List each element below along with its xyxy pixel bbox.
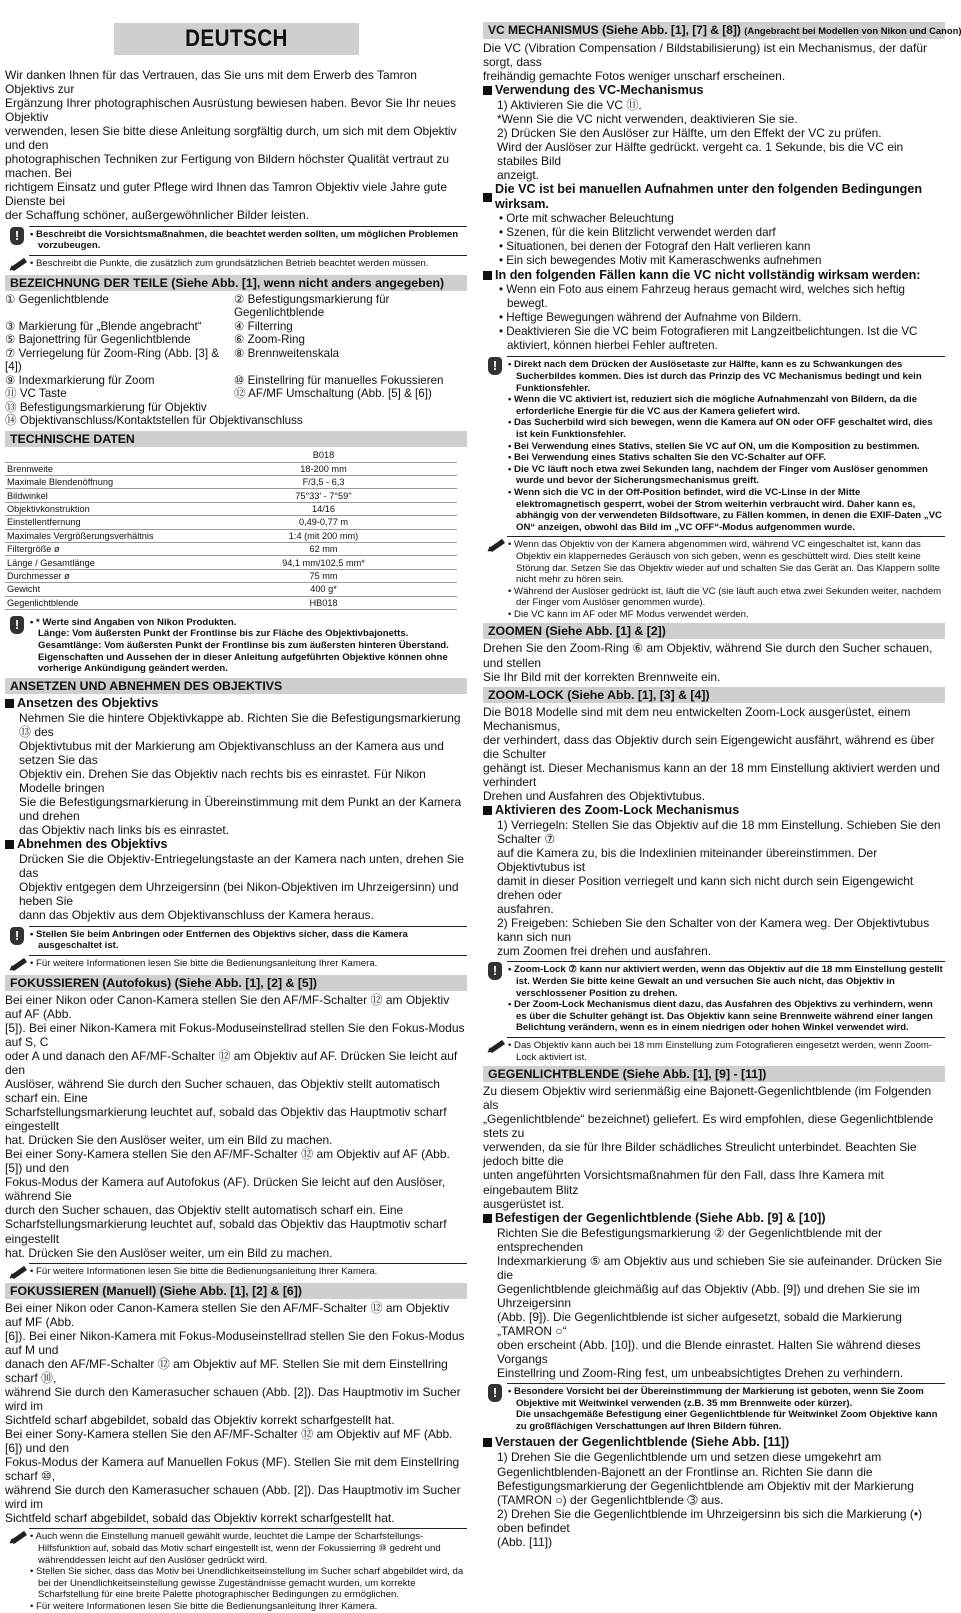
caution-icon: ! [10, 616, 24, 634]
model-name: B018 [190, 449, 457, 462]
caution-icon: ! [488, 357, 502, 375]
vc-step: 1) Aktivieren Sie die VC ⑪. *Wenn Sie die VC nicht verwenden, deaktivieren Sie sie. [497, 98, 798, 127]
spec-row [5, 529, 457, 542]
spec-label: Gegenlichtblende [5, 596, 190, 609]
spec-row [5, 542, 457, 555]
mount-heading: ANSETZEN UND ABNEHMEN DES OBJEKTIVS [5, 678, 467, 694]
hood-text1: Richten Sie die Befestigungsmarkierung ② der Gegenlichtblende mit der entsprechenden Indexmarkierung ⑤ am Objektiv aus und schieben Sie sie aufeinander. Drücken Sie die Gegenlichtblende gleichmäßig auf das Objektiv (Abb. [9]) und drehen Sie sie im Uhrzeigersinn (Abb. [9]). Die Gegenlichtblende ist sicher aufgesetzt, sobald die Markierung „TAMRON ○“ oben erscheint (Abb. [10]). und die Blende einrastet. Halten Sie während dieses Vorgangs Einstellring und Zoom-Ring fest, um unbeabsichtigtes Drehen zu verhindern. [497, 1225, 943, 1381]
legend-caution-text: • Beschreibt die Vorsichtsmaßnahmen, die beachtet werden sollten, um möglichen Problemen vorzubeugen. [30, 228, 459, 252]
part-item: ③ Markierung für „Blende angebracht“ [5, 319, 202, 333]
pen-icon [9, 1264, 25, 1280]
legend-caution [5, 226, 467, 252]
mf-heading: FOKUSSIEREN (Manuell) (Siehe Abb. [1], [2] & [6]) [5, 1283, 467, 1299]
spec-label: Bildwinkel [5, 489, 190, 502]
spec-label: Einstellentfernung [5, 516, 190, 529]
spec-label: Durchmesser ø [5, 569, 190, 582]
hood-text: Zu diesem Objektiv wird serienmäßig eine Bajonett-Gegenlichtblende (im Folgenden als „Gegenlichtblende“ bezeichnet) geliefert. Es wird empfohlen, diese Gegenlichtblende stets zu verwenden, da sie für Ihre Bilder schädliches Streulicht unterbindet. Beachten Sie jedoch bitte die unten angeführten Vorsichtsmaßnahmen für den Fall, dass Ihre Kamera mit eingebautem Blitz ausgerüstet ist. [483, 1084, 934, 1211]
spec-row [5, 462, 457, 475]
af-text: Bei einer Nikon oder Canon-Kamera stellen Sie den AF/MF-Schalter ⑫ am Objektiv auf AF (Abb. [5]). Bei einer Nikon-Kamera mit Fokus-Moduseinstellrad stellen Sie den Fokus-Modus auf S, C oder A und danach den AF/MF-Schalter ⑫ am Objektiv auf AF. Drücken Sie leicht auf den Auslöser, während Sie durch den Sucher schauen, das Objektiv stellt automatisch scharf ein. Eine Scharfstellungsmarkierung leuchtet auf, sobald das Objektiv das Hauptmotiv scharf eingestellt hat. Drücken Sie den Auslöser weiter, um ein Bild zu machen. Bei einer Sony-Kamera stellen Sie den AF/MF-Schalter ⑫ am Objektiv auf AF (Abb. [5]) und den Fokus-Modus der Kamera auf Autofokus (AF). Drücken Sie leicht auf den Auslöser, während Sie durch den Sucher schauen, das Objektiv stellt automatisch scharf ein. Eine Scharfstellungsmarkierung leuchtet auf, sobald das Objektiv das Hauptmotiv scharf eingestellt hat. Drücken Sie den Auslöser weiter, um ein Bild zu machen. [5, 992, 465, 1260]
spec-value: 1:4 (mit 200 mm) [190, 529, 457, 542]
pen-icon [487, 1038, 503, 1054]
spec-label: Gewicht [5, 583, 190, 596]
spec-value: 75 mm [190, 569, 457, 582]
caution-icon: ! [10, 927, 24, 945]
hood-sub2: Verstauen der Gegenlichtblende (Siehe Abb. [11]) [483, 1435, 945, 1450]
mount-caution: ! • Stellen Sie beim Anbringen oder Entfernen des Objektivs sicher, dass die Kamera ausgeschaltet ist. [5, 926, 467, 952]
caution-icon: ! [10, 227, 24, 245]
spec-value: 0,49-0,77 m [190, 516, 457, 529]
part-item: ⑥ Zoom-Ring [234, 333, 305, 347]
vc-text: Die VC (Vibration Compensation / Bildstabilisierung) ist ein Mechanismus, der dafür sorgt, dass freihändig gemachte Fotos weniger unscharf erscheinen. [483, 41, 927, 84]
mount-note: • Für weitere Informationen lesen Sie bitte die Bedienungsanleitung Ihrer Kamera. [5, 955, 467, 972]
spec-value: 75°33' - 7°59'' [190, 489, 457, 502]
spec-row [5, 475, 457, 488]
zoomlock-step: 1) Verriegeln: Stellen Sie das Objektiv auf die 18 mm Einstellung. Schieben Sie den Schalter ⑦ auf die Kamera zu, bis die Indexlinien miteinander übereinstimmen. Der Objektivtubus ist damit in dieser Position verriegelt und kann sich nicht durch sein Eigengewicht drehen oder ausfahren. [497, 817, 941, 917]
hood-heading: GEGENLICHTBLENDE (Siehe Abb. [1], [9] - [11]) [483, 1066, 945, 1082]
vc-sub2: Die VC ist bei manuellen Aufnahmen unter den folgenden Bedingungen wirksam. [483, 182, 945, 212]
spec-value: HB018 [190, 596, 457, 609]
spec-value: F/3,5 - 6,3 [190, 475, 457, 488]
spec-label: Objektivkonstruktion [5, 502, 190, 515]
spec-row [5, 489, 457, 502]
spec-value: 62 mm [190, 542, 457, 555]
pen-icon [487, 537, 503, 553]
legend-note [5, 255, 467, 272]
spec-row [5, 596, 457, 609]
mf-notes: • Auch wenn die Einstellung manuell gewählt wurde, leuchtet die Lampe der Scharfstellungs- Hilfsfunktion auf, sobald das Motiv scharf eingestellt ist, wenn der Fokussierring ⑩ gedreht und währenddessen leicht auf den Auslöser gedrückt wird. • Stellen Sie sicher, dass das Motiv bei Unendlichkeitseinstellung im Sucher scharf abgebildet wird, da bei der Unendlichkeitseinstellung gewisse Zugeständnisse gemacht wurden, um korrekte Scharfstellung für eine breite Palette photographischer Bedingungen zu ermöglichen. • Für weitere Informationen lesen Sie bitte die Bedienungsanleitung Ihrer Kamera. [5, 1528, 467, 1612]
zoomlock-sub: Aktivieren des Zoom-Lock Mechanismus [483, 803, 945, 818]
spec-label: Maximales Vergrößerungsverhältnis [5, 529, 190, 542]
parts-list [5, 293, 467, 401]
hood-sub1: Befestigen der Gegenlichtblende (Siehe Abb. [9] & [10]) [483, 1211, 945, 1226]
part-item: ⑫ AF/MF Umschaltung (Abb. [5] & [6]) [234, 387, 432, 401]
part-item: ⑨ Indexmarkierung für Zoom [5, 373, 155, 387]
af-note: • Für weitere Informationen lesen Sie bitte die Bedienungsanleitung Ihrer Kamera. [5, 1263, 467, 1280]
part-item: ⑩ Einstellring für manuelles Fokussieren [234, 373, 444, 387]
part-item: ⑬ Befestigungsmarkierung für Objektiv [5, 400, 207, 414]
spec-row [5, 502, 457, 515]
caution-icon: ! [488, 1384, 502, 1402]
vc-list3: • Wenn ein Foto aus einem Fahrzeug heraus gemacht wird, welches sich heftig bewegt. • Heftige Bewegungen während der Aufnahme von Bildern. • Deaktivieren Sie die VC beim Fotografieren mit Langzeitbelichtungen. Ist die VC aktiviert, können hierbei Fehler auftreten. [499, 283, 918, 353]
spec-label: Maximale Blendenöffnung [5, 475, 190, 488]
part-item: ⑪ VC Taste [5, 387, 67, 401]
part-item: ⑧ Brennweitenskala [234, 346, 340, 360]
mount-text1: Nehmen Sie die hintere Objektivkappe ab. Richten Sie die Befestigungsmarkierung ⑬ des Objektivtubus mit der Markierung am Objektivanschluss an der Kamera aus und setzen Sie das Objektiv ein. Drehen Sie das Objektiv nach rechts bis es einrastet. Für Nikon Modelle bringen Sie die Befestigungsmarkierung in Übereinstimmung mit dem Punkt an der Kamera und drehen das Objektiv nach links bis es einrastet. [19, 710, 462, 838]
vc-sub1: Verwendung des VC-Mechanismus [483, 83, 945, 98]
right-column [483, 0, 961, 1549]
spec-label: Länge / Gesamtlänge [5, 556, 190, 569]
hood-caution: ! • Besondere Vorsicht bei der Übereinstimmung der Markierung ist geboten, wenn Sie Zoom Objektive mit Weitwinkel verwenden (z.B. 35 mm Brennweite oder kürzer). Die unsachgemäße Befestigung einer Gegenlichtblende für Weitwinkel Zoom Objektive kann zu großflächigen Verschattungen auf Ihren Bildern führen. [483, 1383, 945, 1432]
spec-value: 14/16 [190, 502, 457, 515]
spec-row [5, 583, 457, 596]
vc-list2: • Orte mit schwacher Beleuchtung • Szenen, für die kein Blitzlicht verwendet werden darf • Situationen, bei denen der Fotograf den Halt verlieren kann • Ein sich bewegendes Motiv mit Kameraschwenks aufnehmen [499, 212, 822, 268]
specs-table [5, 449, 457, 610]
part-item: ⑦ Verriegelung für Zoom-Ring (Abb. [3] & [4]) [5, 346, 220, 374]
vc-cautions: ! • Direkt nach dem Drücken der Auslösetaste zur Hälfte, kann es zu Schwankungen des Sucherbildes kommen. Dies ist durch das Prinzip des VC Mechanismus bedingt und kein Funktionsfehler. • Wenn die VC aktiviert ist, reduziert sich die mögliche Aufnahmenzahl von Bildern, da die erforderliche Energie für die VC aus der Kamera geliefert wird. • Das Sucherbild wird sich bewegen, wenn die Kamera auf ON oder OFF geschaltet wird, dies ist kein Funktionsfehler. • Bei Verwendung eines Stativs, stellen Sie VC auf ON, um die Komposition zu bestimmen. • Bei Verwendung eines Stativs schalten Sie den VC-Schalter auf OFF. • Die VC läuft noch etwa zwei Sekunden lang, nachdem der Finger vom Auslöser genommen wurde und bevor der Sicherungsmechanismus greift. • Wenn sich die VC in der Off-Position befindet, wird die VC-Linse in der Mitte elektromagnetisch gesperrt, wobei der Strom weiterhin verbraucht wird. Daher kann es, abhängig von der verwendeten Bildsoftware, zu Fällen kommen, in denen die EXIF-Daten „VC ON“ anzeigen, obwohl das Bild im „VC OFF“-Modus aufgenommen wurde. [483, 356, 945, 533]
caution-icon: ! [488, 962, 502, 980]
hood-step: 1) Drehen Sie die Gegenlichtblende um und setzen diese umgekehrt am Gegenlichtblenden-Bajonett an der Frontlinse an. Richten Sie dann die Befestigungsmarkierung der Gegenlichtblende am Objektiv mit der Markierung (TAMRON ○) der Gegenlichtblende ➂ aus. [497, 1450, 914, 1507]
spec-value: 400 g* [190, 583, 457, 596]
mount-sub1: Ansetzen des Objektivs [5, 696, 467, 711]
zoom-text: Drehen Sie den Zoom-Ring ⑥ am Objektiv, während Sie durch den Sucher schauen, und stellen Sie Ihr Bild mit der korrekten Brennweite ein. [483, 641, 933, 684]
parts-heading: BEZEICHNUNG DER TEILE (Siehe Abb. [1], wenn nicht anders angegeben) [5, 275, 467, 291]
mf-text: Bei einer Nikon oder Canon-Kamera stellen Sie den AF/MF-Schalter ⑫ am Objektiv auf MF (Abb. [6]). Bei einer Nikon-Kamera mit Fokus-Moduseinstellrad stellen Sie den Fokus-Modus auf M und danach den AF/MF-Schalter ⑫ am Objektiv auf MF. Stellen Sie mit dem Einstellring scharf ⑩, während Sie durch den Kamerasucher schauen (Abb. [2]). Das Hauptmotiv im Sucher wird im Sichtfeld scharf abgebildet, sobald das Objektiv korrekt scharfgestellt hat. Bei einer Sony-Kamera stellen Sie den AF/MF-Schalter ⑫ am Objektiv auf MF (Abb. [6]) und den Fokus-Modus der Kamera auf Manuellen Fokus (MF). Stellen Sie mit dem Einstellring scharf ⑩, während Sie durch den Kamerasucher schauen (Abb. [2]). Das Hauptmotiv im Sucher wird im Sichtfeld scharf abgebildet, sobald das Objektiv korrekt scharfgestellt hat. [5, 1300, 465, 1526]
hood-step: 2) Drehen Sie die Gegenlichtblende im Uhrzeigersinn bis sich die Markierung (•) oben befindet (Abb. [11]) [497, 1506, 923, 1549]
af-heading: FOKUSSIEREN (Autofokus) (Siehe Abb. [1], [2] & [5]) [5, 975, 467, 991]
spec-row [5, 569, 457, 582]
vc-sub3: In den folgenden Fällen kann die VC nicht vollständig wirksam werden: [483, 268, 945, 283]
part-item: ⑤ Bajonettring für Gegenlichtblende [5, 333, 191, 347]
part-item: ① Gegenlichtblende [5, 292, 109, 306]
spec-row [5, 556, 457, 569]
part-item: ⑭ Objektivanschluss/Kontaktstellen für Objektivanschluss [5, 414, 303, 428]
mount-text2: Drücken Sie die Objektiv-Entriegelungstaste an der Kamera nach unten, drehen Sie das Objektiv entgegen dem Uhrzeigersinn (bei Nikon-Objektiven im Uhrzeigersinn) und heben Sie dann das Objektiv aus dem Objektivanschluss der Kamera heraus. [19, 852, 464, 923]
zoomlock-heading: ZOOM-LOCK (Siehe Abb. [1], [3] & [4]) [483, 687, 945, 703]
part-item: ④ Filterring [234, 319, 293, 333]
spec-label: Filtergröße ø [5, 542, 190, 555]
zoomlock-note: • Das Objektiv kann auch bei 18 mm Einstellung zum Fotografieren eingesetzt werden, wenn Zoom-Lock aktiviert ist. [483, 1037, 945, 1063]
spec-label: Brennweite [5, 462, 190, 475]
specs-note [5, 615, 467, 675]
vc-step: 2) Drücken Sie den Auslöser zur Hälfte, um den Effekt der VC zu prüfen. Wird der Auslöser zur Hälfte gedrückt. vergeht ca. 1 Sekunde, bis die VC ein stabiles Bild anzeigt. [497, 126, 904, 183]
legend-note-text: • Beschreibt die Punkte, die zusätzlich zum grundsätzlichen Betrieb beachtet werden müssen. [30, 257, 429, 269]
vc-heading: VC MECHANISMUS (Siehe Abb. [1], [7] & [8]) (Angebracht bei Modellen von Nikon und Canon) [483, 22, 945, 39]
specs-heading: TECHNISCHE DATEN [5, 431, 467, 447]
part-item: ② Befestigungsmarkierung für Gegenlichtblende [234, 292, 390, 320]
page-title: DEUTSCH [114, 23, 359, 55]
pen-icon [9, 1529, 25, 1545]
intro-text: Wir danken Ihnen für das Vertrauen, das Sie uns mit dem Erwerb des Tamron Objektivs zur Ergänzung Ihrer photographischen Ausrüstung bewiesen haben. Bevor Sie Ihr neues Objektiv verwenden, lesen Sie bitte diese Anleitung sorgfältig durch, um sich mit dem Objektiv und den photographischen Techniken zur Fertigung von Bildern höchster Qualität vertraut zu machen. Bei richtigem Einsatz und guter Pflege wird Ihnen das Tamron Objektiv viele Jahre gute Dienste bei der Schaffung schöner, außergewöhnlicher Bilder leisten. [5, 68, 457, 223]
pen-icon [9, 956, 25, 972]
spec-value: 94,1 mm/102,5 mm* [190, 556, 457, 569]
spec-row [5, 516, 457, 529]
zoomlock-step: 2) Freigeben: Schieben Sie den Schalter von der Kamera weg. Der Objektivtubus kann sich nun zum Zoomen frei drehen und ausfahren. [497, 916, 930, 959]
spec-value: 18-200 mm [190, 462, 457, 475]
specs-note-text: • * Werte sind Angaben von Nikon Produkten. Länge: Vom äußersten Punkt der Frontlinse bis zur Fläche des Objektivbajonetts. Gesamtlänge: Vom äußersten Punkt der Frontlinse bis zum äußersten hinteren Überstand. Eigenschaften und Aussehen der in dieser Anleitung aufgeführten Objektive können ohne vorherige Ankündigung geändert werden. [30, 616, 449, 675]
pen-icon [9, 256, 25, 272]
mount-sub2: Abnehmen des Objektivs [5, 837, 467, 852]
zoomlock-text: Die B018 Modelle sind mit dem neu entwickelten Zoom-Lock ausgerüstet, einem Mechanismus, der verhindert, dass das Objektiv durch sein Eigengewicht ausfährt, während es über die Schulter gehängt ist. Dieser Mechanismus kann an der 18 mm Einstellung aktiviert werden und verhindert Drehen und Ausfahren des Objektivtubus. [483, 704, 940, 803]
vc-notes: • Wenn das Objektiv von der Kamera abgenommen wird, während VC eingeschaltet ist, kann das Objektiv ein klappernedes Geräusch von sich geben, wenn es geschüttelt wird. Dies stellt keine Störung dar. Setzen Sie das Objektiv wieder auf und schalten Sie das Gerät an. Das Klappern sollte nicht mehr zu hören sein. • Während der Auslöser gedrückt ist, läuft die VC (sie läuft auch etwa zwei Sekunden weiter, nachdem der Finger vom Auslöser genommen wurde). • Die VC kann im AF oder MF Modus verwendet werden. [483, 536, 945, 620]
left-column [5, 0, 467, 1612]
zoomlock-cautions: ! • Zoom-Lock ⑦ kann nur aktiviert werden, wenn das Objektiv auf die 18 mm Einstellung gestellt ist. Werden Sie bitte keine Gewalt an und versuchen Sie auch nicht, das Objektiv in verschlossener Position zu drehen. • Der Zoom-Lock Mechanismus dient dazu, das Ausfahren des Objektivs zu verhindern, wenn es über die Schulter gehängt ist. Das Objektiv kann seine Brennweite während einer langen Belichtung verändern, wenn es in einem niedrigen oder hohen Winkel verwendet wird. [483, 961, 945, 1034]
zoom-heading: ZOOMEN (Siehe Abb. [1] & [2]) [483, 623, 945, 639]
